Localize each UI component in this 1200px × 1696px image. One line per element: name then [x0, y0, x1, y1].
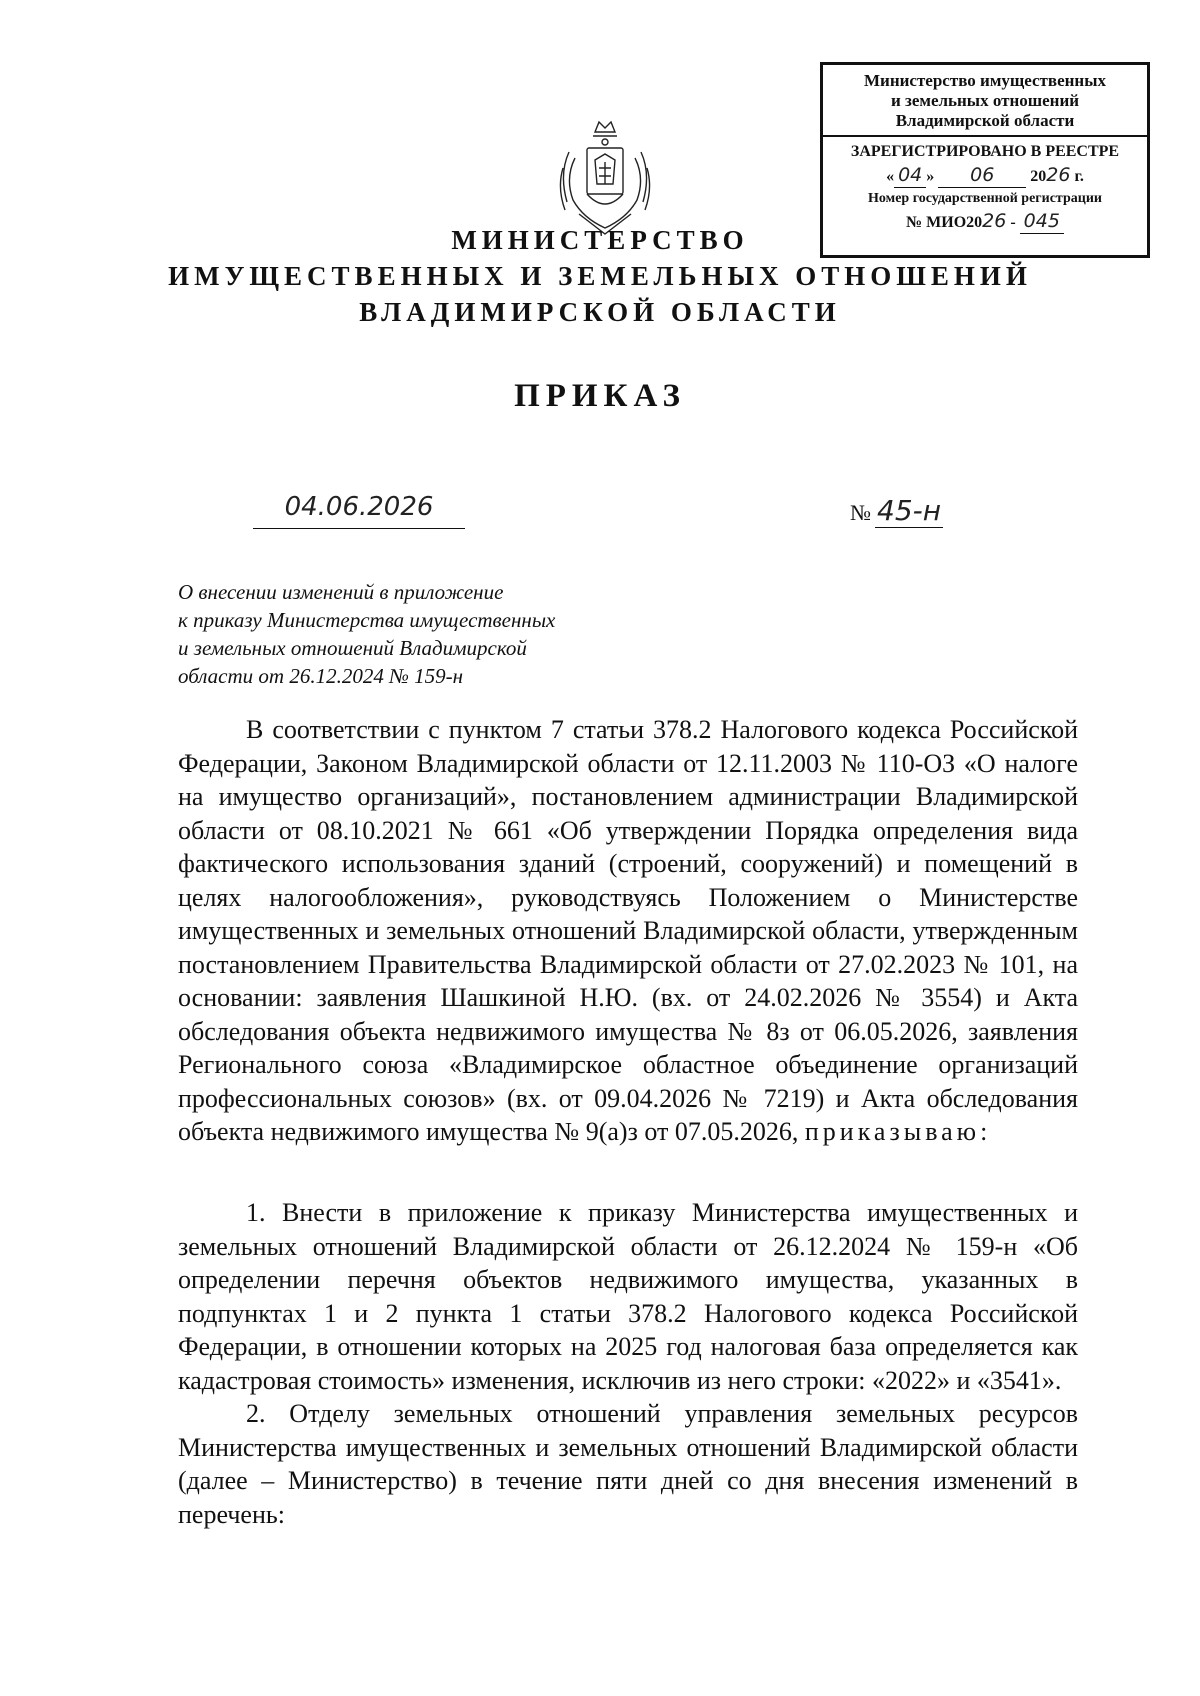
ministry-header [120, 222, 1080, 330]
order-number-field [850, 494, 943, 527]
stamp-ministry-line1: Министерство имущественных [863, 71, 1106, 90]
preamble-text: В соответствии с пунктом 7 статьи 378.2 Налогового кодекса Российской Федерации, Законом Владимирской области от 12.11.2003 № 110-ОЗ «О налоге на имущество организаций», постановлением администрации Владимирской области от 08.10.2021 № 661 «Об утверждении Порядка определения вида фактического использования зданий (строений, сооружений) и помещений в целях налогообложения», руководствуясь Положением о Министерстве имущественных и земельных отношений Владимирской области, утвержденным постановлением Правительства Владимирской области от 27.02.2023 № 101, на основании: заявления Шашкиной Н.Ю. (вх. от 24.02.2026 № 3554) и Акта обследования объекта недвижимого имущества № 8з от 06.05.2026, заявления Регионального союза «Владимирское областное объединение организаций профессиональных союзов» (вх. от 09.04.2026 № 7219) и Акта обследования объекта недвижимого имущества № 9(а)з от 07.05.2026, [178, 715, 1078, 1146]
stamp-reg-year: 26 [982, 210, 1007, 232]
order-date: 04.06.2026 [284, 492, 434, 522]
stamp-date-day: 04 [894, 163, 926, 188]
order-word: приказываю: [804, 1117, 992, 1146]
stamp-date-open-quote: « [886, 168, 895, 185]
order-date-field [253, 492, 465, 529]
item-2-text: 2. Отделу земельных отношений управления земельных ресурсов Министерства имущественных и земельных отношений Владимирской области (далее – Министерство) в течение пяти дней со дня внесения изменений в перечень: [178, 1399, 1078, 1529]
order-number-sign: № [850, 500, 871, 525]
stamp-date-year-unit: г. [1074, 168, 1084, 185]
preamble-text-block [178, 713, 1078, 1149]
order-subject [178, 578, 638, 690]
stamp-date-year-suffix: 26 [1046, 164, 1071, 186]
stamp-ministry-line3: Владимирской области [895, 111, 1075, 130]
preamble-paragraph [178, 713, 1078, 1149]
stamp-date-close-quote: » [926, 168, 935, 185]
coat-of-arms-icon [555, 118, 655, 238]
stamp-registered-label: ЗАРЕГИСТРИРОВАНО В РЕЕСТРЕ [850, 143, 1120, 160]
stamp-reg-prefix: № МИО20 [906, 214, 983, 231]
stamp-date-line [823, 163, 1147, 189]
stamp-date-month: 06 [938, 163, 1026, 188]
item-1-paragraph [178, 1196, 1078, 1397]
stamp-ministry-line2: и земельных отношений [890, 91, 1080, 110]
subject-line1: О внесении изменений в приложение [178, 580, 504, 604]
order-number: 45-н [877, 494, 942, 527]
stamp-date-year-prefix: 20 [1030, 168, 1047, 185]
stamp-reg-number: 045 [1020, 209, 1064, 234]
doc-type-title: ПРИКАЗ [514, 378, 686, 414]
subject-line4: области от 26.12.2024 № 159-н [178, 664, 464, 688]
header-line1: МИНИСТЕРСТВО [451, 225, 749, 255]
item-2-paragraph [178, 1397, 1078, 1531]
doc-type-block [120, 378, 1080, 415]
stamp-reg-dash: - [1010, 214, 1016, 231]
subject-line2: к приказу Министерства имущественных [178, 608, 556, 632]
header-line2: ИМУЩЕСТВЕННЫХ И ЗЕМЕЛЬНЫХ ОТНОШЕНИЙ [168, 261, 1032, 291]
item-1-text: 1. Внести в приложение к приказу Министерства имущественных и земельных отношений Владимирской области от 26.12.2024 № 159-н «Об определении перечня объектов недвижимого имущества, указанных в подпунктах 1 и 2 пункта 1 статьи 378.2 Налогового кодекса Российской Федерации, в отношении которых на 2025 год налоговая база определяется как кадастровая стоимость» изменения, исключив из него строки: «2022» и «3541». [178, 1198, 1078, 1395]
subject-line3: и земельных отношений Владимирской [178, 636, 527, 660]
stamp-reg-number-label: Номер государственной регистрации [868, 191, 1102, 206]
header-line3: ВЛАДИМИРСКОЙ ОБЛАСТИ [359, 297, 841, 327]
stamp-ministry-block [823, 65, 1147, 137]
